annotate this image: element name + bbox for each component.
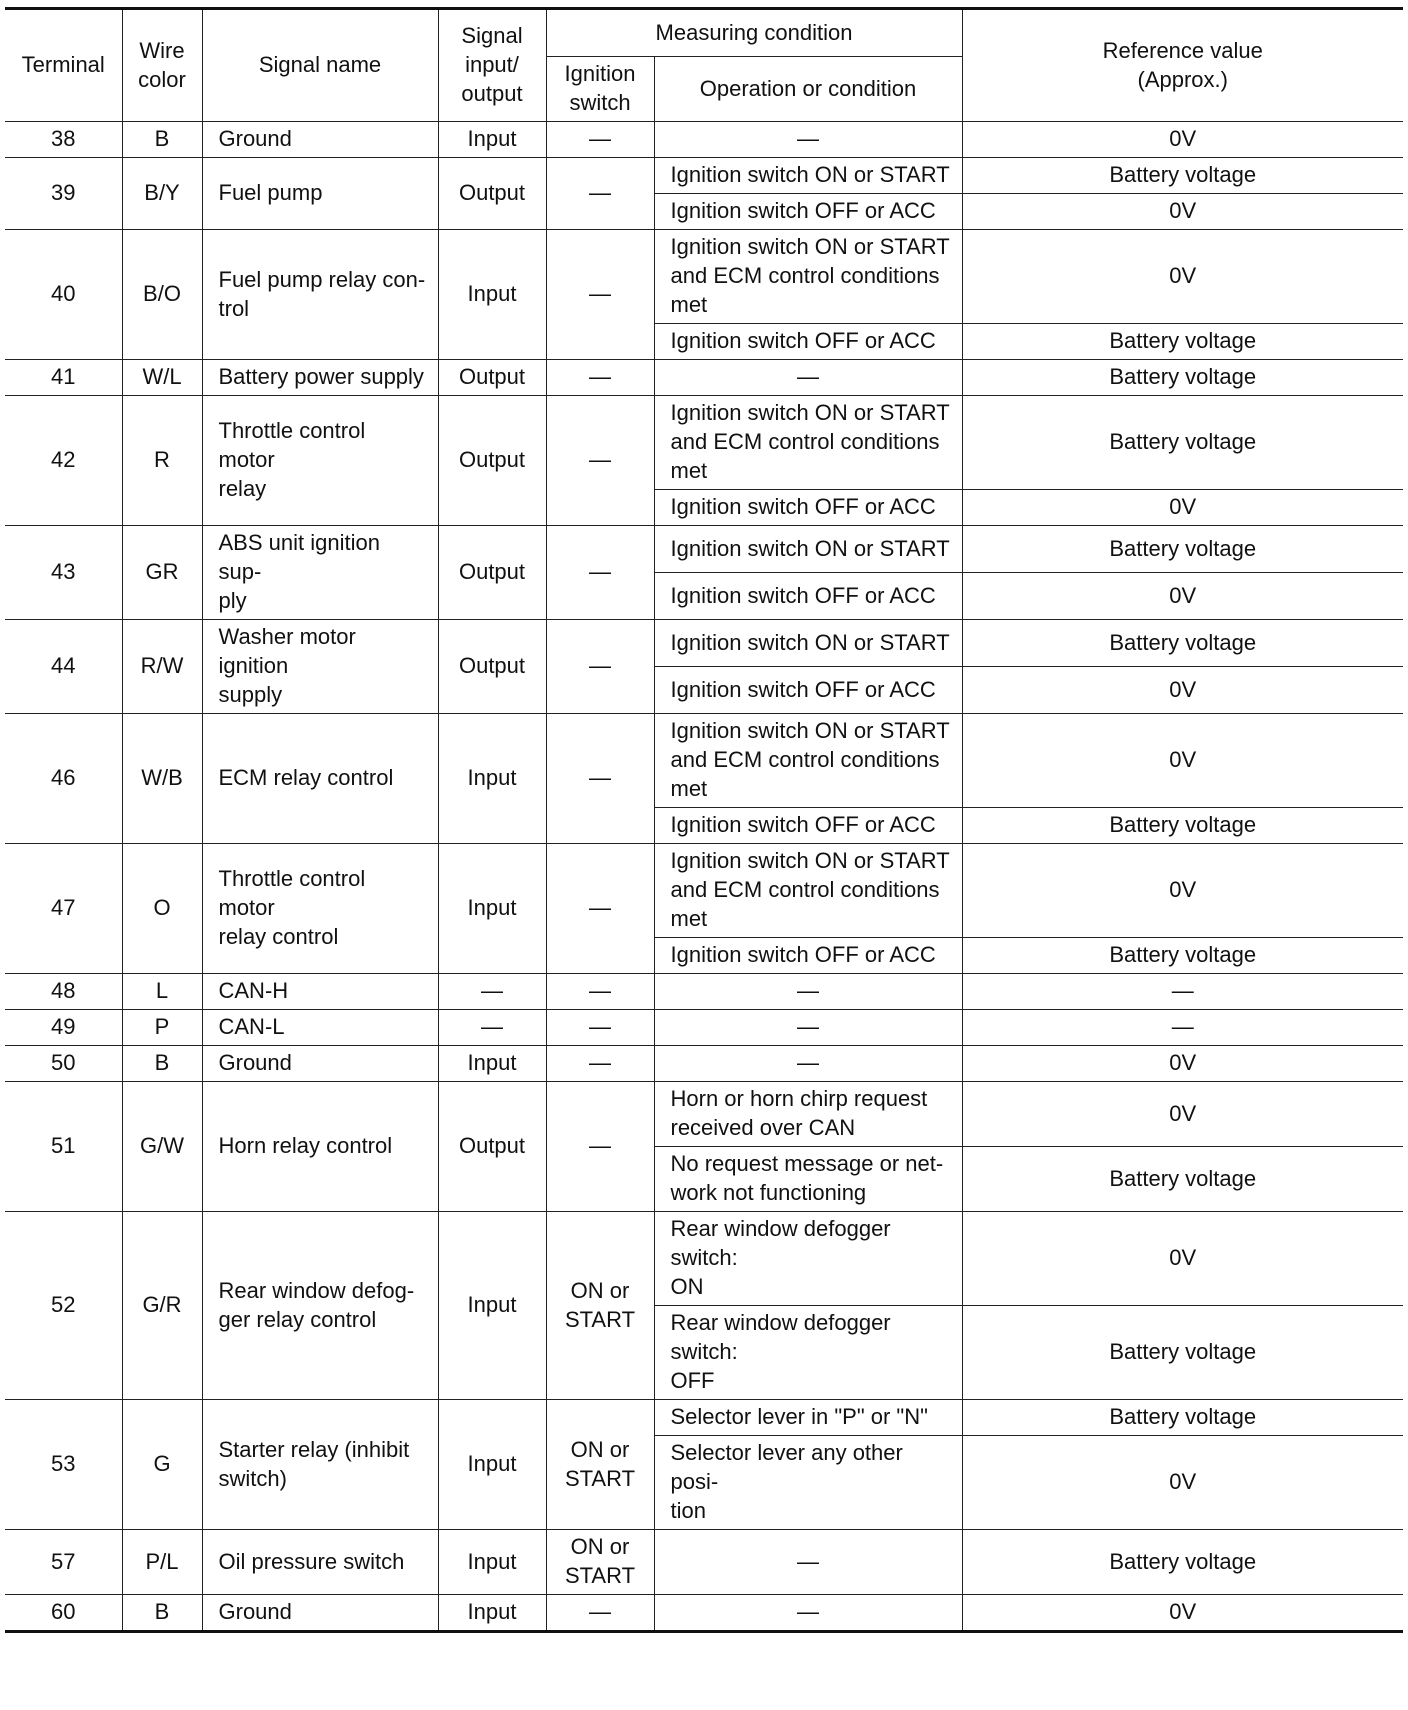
signal-io-cell: —	[438, 1010, 546, 1046]
header-wire-color-text: Wire color	[138, 37, 186, 92]
reference-value-cell: Battery voltage	[962, 324, 1403, 360]
table-header	[5, 9, 1403, 122]
reference-value-cell: Battery voltage	[962, 1306, 1403, 1400]
table-body	[5, 122, 1403, 1632]
operation-condition-cell: Ignition switch OFF or ACC	[654, 808, 962, 844]
header-signal-io	[438, 9, 546, 122]
wire-color-cell: B	[122, 122, 202, 158]
signal-io-cell: Input	[438, 1046, 546, 1082]
terminal-cell: 42	[5, 396, 122, 526]
wire-color-cell: GR	[122, 526, 202, 620]
reference-value-cell: 0V	[962, 573, 1403, 620]
table-row	[5, 230, 1403, 324]
header-measuring-condition: Measuring condition	[546, 9, 962, 57]
signal-io-cell: Output	[438, 620, 546, 714]
ignition-switch-cell: —	[546, 714, 654, 844]
terminal-reference-table	[5, 7, 1403, 1633]
operation-condition-cell: Ignition switch OFF or ACC	[654, 324, 962, 360]
signal-name-cell: Fuel pump relay con- trol	[202, 230, 438, 360]
table-row	[5, 396, 1403, 490]
reference-value-cell: Battery voltage	[962, 1530, 1403, 1595]
signal-io-cell: Input	[438, 122, 546, 158]
operation-condition-cell: Horn or horn chirp request received over CAN	[654, 1082, 962, 1147]
terminal-cell: 53	[5, 1400, 122, 1530]
signal-io-cell: Input	[438, 844, 546, 974]
signal-name-cell: Ground	[202, 1595, 438, 1632]
wire-color-cell: B/Y	[122, 158, 202, 230]
terminal-cell: 43	[5, 526, 122, 620]
terminal-cell: 49	[5, 1010, 122, 1046]
terminal-cell: 60	[5, 1595, 122, 1632]
operation-condition-cell: Ignition switch ON or START	[654, 158, 962, 194]
signal-io-cell: Output	[438, 396, 546, 526]
table-row	[5, 158, 1403, 194]
table-row	[5, 844, 1403, 938]
signal-name-cell: Ground	[202, 1046, 438, 1082]
reference-value-cell: 0V	[962, 1046, 1403, 1082]
table-row	[5, 620, 1403, 667]
wire-color-cell: W/B	[122, 714, 202, 844]
operation-condition-cell: Ignition switch OFF or ACC	[654, 573, 962, 620]
signal-name-cell: ECM relay control	[202, 714, 438, 844]
ignition-switch-cell: —	[546, 526, 654, 620]
table-row	[5, 1010, 1403, 1046]
header-reference-value-text: Reference value (Approx.)	[1102, 37, 1263, 92]
signal-io-cell: —	[438, 974, 546, 1010]
ignition-switch-cell: —	[546, 974, 654, 1010]
signal-name-cell: Battery power supply	[202, 360, 438, 396]
reference-value-cell: Battery voltage	[962, 396, 1403, 490]
ignition-switch-cell: —	[546, 230, 654, 360]
operation-condition-cell: Ignition switch ON or START	[654, 620, 962, 667]
wire-color-cell: G	[122, 1400, 202, 1530]
signal-io-cell: Output	[438, 360, 546, 396]
signal-name-cell: Horn relay control	[202, 1082, 438, 1212]
terminal-cell: 52	[5, 1212, 122, 1400]
operation-condition-cell: Ignition switch OFF or ACC	[654, 667, 962, 714]
ignition-switch-cell: —	[546, 1082, 654, 1212]
signal-io-cell: Input	[438, 714, 546, 844]
operation-condition-cell: No request message or net- work not functioning	[654, 1147, 962, 1212]
reference-value-cell: 0V	[962, 1212, 1403, 1306]
ignition-switch-cell: —	[546, 122, 654, 158]
ignition-switch-cell: ON or START	[546, 1212, 654, 1400]
reference-value-cell: Battery voltage	[962, 1147, 1403, 1212]
terminal-cell: 48	[5, 974, 122, 1010]
header-wire-color	[122, 9, 202, 122]
operation-condition-cell: Selector lever in "P" or "N"	[654, 1400, 962, 1436]
signal-name-cell: Washer motor ignition supply	[202, 620, 438, 714]
operation-condition-cell: —	[654, 360, 962, 396]
reference-value-cell: Battery voltage	[962, 360, 1403, 396]
operation-condition-cell: —	[654, 1530, 962, 1595]
reference-value-cell: Battery voltage	[962, 158, 1403, 194]
reference-value-cell: 0V	[962, 1436, 1403, 1530]
reference-value-cell: Battery voltage	[962, 1400, 1403, 1436]
signal-name-cell: Starter relay (inhibit switch)	[202, 1400, 438, 1530]
terminal-cell: 40	[5, 230, 122, 360]
terminal-cell: 38	[5, 122, 122, 158]
wire-color-cell: R	[122, 396, 202, 526]
reference-value-cell: Battery voltage	[962, 808, 1403, 844]
reference-value-cell: —	[962, 974, 1403, 1010]
operation-condition-cell: —	[654, 1010, 962, 1046]
signal-io-cell: Input	[438, 1595, 546, 1632]
terminal-cell: 51	[5, 1082, 122, 1212]
table-row	[5, 526, 1403, 573]
ignition-switch-cell: —	[546, 844, 654, 974]
wire-color-cell: B/O	[122, 230, 202, 360]
wire-color-cell: L	[122, 974, 202, 1010]
table-row	[5, 122, 1403, 158]
wire-color-cell: G/W	[122, 1082, 202, 1212]
ignition-switch-cell: —	[546, 360, 654, 396]
operation-condition-cell: Ignition switch ON or START and ECM control conditions met	[654, 714, 962, 808]
header-ignition-switch-text: Ignition switch	[564, 61, 636, 115]
operation-condition-cell: Ignition switch ON or START	[654, 526, 962, 573]
table-row	[5, 1400, 1403, 1436]
operation-condition-cell: Rear window defogger switch: OFF	[654, 1306, 962, 1400]
wire-color-cell: W/L	[122, 360, 202, 396]
terminal-cell: 41	[5, 360, 122, 396]
ignition-switch-cell: —	[546, 1046, 654, 1082]
ignition-switch-cell: —	[546, 158, 654, 230]
wire-color-cell: B	[122, 1046, 202, 1082]
reference-value-cell: 0V	[962, 230, 1403, 324]
wire-color-cell: P/L	[122, 1530, 202, 1595]
ignition-switch-cell: —	[546, 396, 654, 526]
reference-value-cell: Battery voltage	[962, 620, 1403, 667]
reference-value-cell: 0V	[962, 1082, 1403, 1147]
signal-io-cell: Input	[438, 1212, 546, 1400]
signal-name-cell: Throttle control motor relay	[202, 396, 438, 526]
signal-name-cell: Fuel pump	[202, 158, 438, 230]
reference-value-cell: Battery voltage	[962, 938, 1403, 974]
wire-color-cell: O	[122, 844, 202, 974]
signal-name-cell: CAN-H	[202, 974, 438, 1010]
ignition-switch-cell: ON or START	[546, 1530, 654, 1595]
ignition-switch-cell: —	[546, 1010, 654, 1046]
header-terminal: Terminal	[5, 9, 122, 122]
reference-value-cell: —	[962, 1010, 1403, 1046]
reference-value-cell: 0V	[962, 194, 1403, 230]
header-signal-name: Signal name	[202, 9, 438, 122]
reference-value-cell: Battery voltage	[962, 526, 1403, 573]
wire-color-cell: G/R	[122, 1212, 202, 1400]
signal-io-cell: Output	[438, 158, 546, 230]
table-row	[5, 1595, 1403, 1632]
signal-io-cell: Output	[438, 526, 546, 620]
operation-condition-cell: —	[654, 1046, 962, 1082]
table-row	[5, 1046, 1403, 1082]
signal-name-cell: Rear window defog- ger relay control	[202, 1212, 438, 1400]
reference-value-cell: 0V	[962, 844, 1403, 938]
signal-name-cell: ABS unit ignition sup- ply	[202, 526, 438, 620]
ignition-switch-cell: —	[546, 1595, 654, 1632]
terminal-cell: 50	[5, 1046, 122, 1082]
wire-color-cell: P	[122, 1010, 202, 1046]
table-row	[5, 1082, 1403, 1147]
terminal-table-wrapper	[5, 7, 1403, 1633]
table-row	[5, 1212, 1403, 1306]
signal-io-cell: Input	[438, 1400, 546, 1530]
terminal-cell: 44	[5, 620, 122, 714]
table-row	[5, 714, 1403, 808]
table-row	[5, 1530, 1403, 1595]
operation-condition-cell: Selector lever any other posi- tion	[654, 1436, 962, 1530]
reference-value-cell: 0V	[962, 1595, 1403, 1632]
operation-condition-cell: Ignition switch OFF or ACC	[654, 194, 962, 230]
signal-name-cell: Oil pressure switch	[202, 1530, 438, 1595]
table-row	[5, 974, 1403, 1010]
ignition-switch-cell: —	[546, 620, 654, 714]
operation-condition-cell: Ignition switch ON or START and ECM control conditions met	[654, 396, 962, 490]
reference-value-cell: 0V	[962, 714, 1403, 808]
operation-condition-cell: Ignition switch ON or START and ECM control conditions met	[654, 230, 962, 324]
header-ignition-switch	[546, 57, 654, 122]
signal-name-cell: Throttle control motor relay control	[202, 844, 438, 974]
signal-name-cell: Ground	[202, 122, 438, 158]
wire-color-cell: R/W	[122, 620, 202, 714]
operation-condition-cell: Ignition switch ON or START and ECM control conditions met	[654, 844, 962, 938]
operation-condition-cell: Ignition switch OFF or ACC	[654, 490, 962, 526]
header-operation-condition: Operation or condition	[654, 57, 962, 122]
operation-condition-cell: —	[654, 122, 962, 158]
operation-condition-cell: Ignition switch OFF or ACC	[654, 938, 962, 974]
signal-io-cell: Output	[438, 1082, 546, 1212]
terminal-cell: 57	[5, 1530, 122, 1595]
signal-io-cell: Input	[438, 1530, 546, 1595]
ignition-switch-cell: ON or START	[546, 1400, 654, 1530]
wire-color-cell: B	[122, 1595, 202, 1632]
header-reference-value	[962, 9, 1403, 122]
header-signal-io-text: Signal input/ output	[461, 23, 523, 106]
terminal-cell: 46	[5, 714, 122, 844]
terminal-cell: 39	[5, 158, 122, 230]
reference-value-cell: 0V	[962, 122, 1403, 158]
operation-condition-cell: Rear window defogger switch: ON	[654, 1212, 962, 1306]
reference-value-cell: 0V	[962, 667, 1403, 714]
reference-value-cell: 0V	[962, 490, 1403, 526]
table-row	[5, 360, 1403, 396]
terminal-cell: 47	[5, 844, 122, 974]
signal-io-cell: Input	[438, 230, 546, 360]
operation-condition-cell: —	[654, 974, 962, 1010]
operation-condition-cell: —	[654, 1595, 962, 1632]
signal-name-cell: CAN-L	[202, 1010, 438, 1046]
